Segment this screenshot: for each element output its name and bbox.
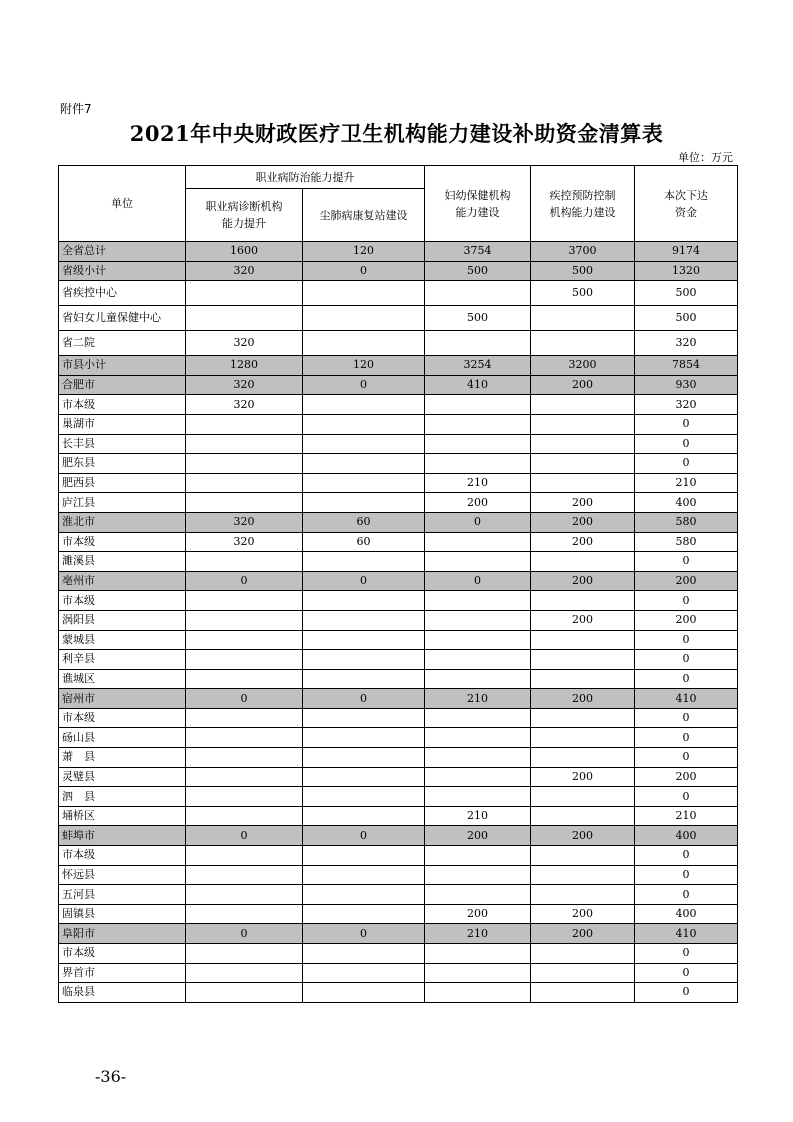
row-value-col5: 0 [635,963,738,983]
table-row [59,395,738,415]
row-value-col3: 200 [425,493,531,513]
row-unit-name: 长丰县 [59,434,186,454]
table-row [59,865,738,885]
row-value-col2 [303,904,425,924]
row-unit-name: 谯城区 [59,669,186,689]
row-value-col1 [186,885,303,905]
row-value-col1 [186,630,303,650]
row-value-col5: 400 [635,826,738,846]
row-value-col2: 0 [303,261,425,281]
row-value-col1: 0 [186,924,303,944]
page-number: -36- [95,1067,127,1086]
header-col5 [635,166,738,242]
row-unit-name: 合肥市 [59,375,186,395]
row-value-col5: 0 [635,630,738,650]
table-row [59,571,738,591]
row-value-col4 [531,944,635,964]
row-value-col4: 200 [531,767,635,787]
row-value-col4: 200 [531,493,635,513]
row-value-col4: 200 [531,375,635,395]
row-value-col4: 200 [531,826,635,846]
row-unit-name: 市县小计 [59,356,186,376]
row-value-col3 [425,787,531,807]
header-unit: 单位 [59,166,186,242]
row-unit-name: 宿州市 [59,689,186,709]
row-unit-name: 省二院 [59,331,186,356]
row-unit-name: 埇桥区 [59,806,186,826]
header-col2-line1: 尘肺病康复站建设 [319,208,408,222]
table-row [59,846,738,866]
row-value-col4 [531,630,635,650]
row-unit-name: 市本级 [59,395,186,415]
row-unit-name: 蚌埠市 [59,826,186,846]
row-value-col3 [425,885,531,905]
row-value-col3 [425,552,531,572]
row-value-col4 [531,591,635,611]
row-value-col4 [531,473,635,493]
row-value-col1 [186,846,303,866]
row-value-col1 [186,944,303,964]
table-row [59,748,738,768]
row-value-col5: 9174 [635,242,738,262]
row-value-col1 [186,306,303,331]
row-value-col2 [303,493,425,513]
row-unit-name: 肥东县 [59,454,186,474]
row-value-col3 [425,846,531,866]
row-value-col3: 210 [425,473,531,493]
row-value-col2 [303,787,425,807]
row-value-col3: 210 [425,689,531,709]
row-value-col1: 0 [186,689,303,709]
row-value-col4 [531,846,635,866]
row-value-col1: 320 [186,375,303,395]
row-value-col2: 60 [303,512,425,532]
row-value-col4: 500 [531,261,635,281]
row-unit-name: 市本级 [59,944,186,964]
row-unit-name: 砀山县 [59,728,186,748]
row-value-col1 [186,904,303,924]
row-value-col5: 0 [635,846,738,866]
row-unit-name: 肥西县 [59,473,186,493]
row-value-col2 [303,963,425,983]
row-unit-name: 淮北市 [59,512,186,532]
table-row [59,454,738,474]
row-unit-name: 怀远县 [59,865,186,885]
table-row [59,242,738,262]
row-value-col1 [186,983,303,1003]
row-unit-name: 巢湖市 [59,414,186,434]
row-unit-name: 涡阳县 [59,610,186,630]
row-value-col4 [531,728,635,748]
header-col4-line1: 疾控预防控制 [549,188,616,202]
row-value-col4 [531,806,635,826]
row-unit-name: 泗 县 [59,787,186,807]
row-value-col5: 210 [635,473,738,493]
row-value-col5: 0 [635,865,738,885]
row-unit-name: 庐江县 [59,493,186,513]
row-value-col3 [425,434,531,454]
table-row [59,708,738,728]
row-value-col5: 0 [635,669,738,689]
row-unit-name: 临泉县 [59,983,186,1003]
row-value-col2 [303,846,425,866]
attachment-label: 附件7 [60,102,92,116]
row-value-col3 [425,414,531,434]
table-row [59,650,738,670]
header-col1-line2: 能力提升 [222,217,266,230]
table-body [59,242,738,1003]
row-value-col1 [186,669,303,689]
row-value-col2: 60 [303,532,425,552]
row-value-col3 [425,454,531,474]
row-value-col4 [531,331,635,356]
row-value-col4 [531,885,635,905]
row-value-col5: 0 [635,748,738,768]
table-row [59,983,738,1003]
row-unit-name: 省疾控中心 [59,281,186,306]
row-value-col5: 580 [635,512,738,532]
row-value-col1 [186,434,303,454]
row-value-col3 [425,630,531,650]
row-value-col2 [303,748,425,768]
row-value-col1 [186,963,303,983]
row-value-col1 [186,552,303,572]
header-col1 [186,189,303,242]
row-unit-name: 灵璧县 [59,767,186,787]
table-row [59,885,738,905]
row-value-col2 [303,630,425,650]
table-row [59,963,738,983]
table-row [59,434,738,454]
row-unit-name: 阜阳市 [59,924,186,944]
row-unit-name: 全省总计 [59,242,186,262]
row-value-col4 [531,454,635,474]
row-value-col4: 200 [531,571,635,591]
row-value-col4 [531,414,635,434]
header-col3 [425,166,531,242]
row-value-col1 [186,473,303,493]
funding-table [58,165,738,1003]
row-value-col3 [425,591,531,611]
row-value-col5: 0 [635,591,738,611]
row-value-col2 [303,473,425,493]
row-unit-name: 市本级 [59,708,186,728]
table-row [59,331,738,356]
row-unit-name: 亳州市 [59,571,186,591]
table-row [59,306,738,331]
row-value-col3 [425,281,531,306]
row-value-col5: 200 [635,767,738,787]
row-value-col1: 320 [186,261,303,281]
row-unit-name: 萧 县 [59,748,186,768]
row-value-col5: 0 [635,708,738,728]
row-value-col1: 1280 [186,356,303,376]
unit-label: 单位：万元 [678,151,733,164]
row-value-col1 [186,865,303,885]
row-unit-name: 界首市 [59,963,186,983]
row-unit-name: 省妇女儿童保健中心 [59,306,186,331]
row-value-col2: 0 [303,689,425,709]
table-row [59,728,738,748]
row-unit-name: 市本级 [59,532,186,552]
row-value-col4: 200 [531,532,635,552]
row-value-col1: 1600 [186,242,303,262]
row-value-col1 [186,708,303,728]
row-value-col1 [186,748,303,768]
row-value-col3 [425,532,531,552]
row-value-col1 [186,610,303,630]
row-value-col2 [303,983,425,1003]
header-col5-line2: 资金 [675,205,697,219]
row-value-col4: 3200 [531,356,635,376]
table-row [59,689,738,709]
table-row [59,806,738,826]
row-value-col2 [303,708,425,728]
table-row [59,552,738,572]
row-unit-name: 蒙城县 [59,630,186,650]
row-value-col5: 0 [635,728,738,748]
table-row [59,261,738,281]
row-value-col1: 320 [186,331,303,356]
row-value-col5: 0 [635,944,738,964]
row-value-col1 [186,728,303,748]
row-value-col3: 200 [425,904,531,924]
row-value-col5: 0 [635,552,738,572]
row-value-col5: 580 [635,532,738,552]
row-value-col1 [186,767,303,787]
table-row [59,356,738,376]
header-col3-line1: 妇幼保健机构 [444,188,511,202]
table-row [59,944,738,964]
row-value-col3: 3254 [425,356,531,376]
header-col3-line2: 能力建设 [455,205,500,219]
row-unit-name: 省级小计 [59,261,186,281]
row-value-col2: 0 [303,375,425,395]
row-value-col4: 500 [531,281,635,306]
row-value-col3: 210 [425,806,531,826]
row-value-col2: 0 [303,826,425,846]
row-value-col5: 210 [635,806,738,826]
row-value-col4 [531,306,635,331]
row-value-col1 [186,281,303,306]
header-col4 [531,166,635,242]
table-row [59,493,738,513]
row-value-col1: 0 [186,571,303,591]
row-value-col3 [425,331,531,356]
row-value-col2 [303,944,425,964]
row-value-col5: 320 [635,395,738,415]
row-value-col3: 0 [425,512,531,532]
header-col1-line1: 职业病诊断机构 [205,200,283,213]
row-value-col2 [303,669,425,689]
header-col2 [303,189,425,242]
row-unit-name: 利辛县 [59,650,186,670]
row-value-col2 [303,331,425,356]
table-row [59,904,738,924]
row-value-col1: 320 [186,395,303,415]
row-value-col5: 0 [635,650,738,670]
row-value-col1 [186,787,303,807]
row-value-col3 [425,944,531,964]
row-unit-name: 五河县 [59,885,186,905]
row-unit-name: 市本级 [59,846,186,866]
row-value-col1: 320 [186,512,303,532]
table-row [59,924,738,944]
row-value-col1 [186,414,303,434]
row-value-col3: 500 [425,261,531,281]
row-value-col4 [531,865,635,885]
row-value-col2 [303,885,425,905]
row-value-col5: 0 [635,454,738,474]
row-value-col2 [303,767,425,787]
row-value-col5: 0 [635,787,738,807]
table-row [59,591,738,611]
row-value-col2: 0 [303,571,425,591]
row-value-col3: 200 [425,826,531,846]
row-value-col3 [425,395,531,415]
row-value-col5: 200 [635,610,738,630]
table-row [59,281,738,306]
row-value-col5: 410 [635,924,738,944]
row-value-col4: 200 [531,610,635,630]
row-value-col3 [425,963,531,983]
row-value-col1 [186,591,303,611]
row-value-col3 [425,865,531,885]
row-value-col3 [425,728,531,748]
header-col4-line2: 机构能力建设 [549,205,616,219]
row-value-col1 [186,650,303,670]
row-unit-name: 濉溪县 [59,552,186,572]
table-row [59,610,738,630]
row-value-col4: 200 [531,689,635,709]
row-value-col4 [531,963,635,983]
row-value-col1 [186,806,303,826]
row-value-col2 [303,281,425,306]
row-unit-name: 固镇县 [59,904,186,924]
row-value-col2 [303,306,425,331]
row-value-col5: 0 [635,885,738,905]
row-value-col4 [531,650,635,670]
row-value-col2: 120 [303,242,425,262]
row-value-col2 [303,806,425,826]
row-value-col3: 0 [425,571,531,591]
table-row [59,767,738,787]
row-value-col4 [531,787,635,807]
row-value-col5: 930 [635,375,738,395]
table-row [59,375,738,395]
row-value-col2 [303,728,425,748]
row-value-col4 [531,748,635,768]
row-value-col3 [425,708,531,728]
row-value-col3 [425,650,531,670]
row-value-col4 [531,434,635,454]
table-row [59,630,738,650]
page-title: 2021年中央财政医疗卫生机构能力建设补助资金清算表 [129,121,664,146]
row-value-col2 [303,434,425,454]
row-value-col3: 410 [425,375,531,395]
row-value-col3 [425,669,531,689]
row-unit-name: 市本级 [59,591,186,611]
row-value-col2 [303,395,425,415]
row-value-col2 [303,591,425,611]
row-value-col3 [425,748,531,768]
row-value-col5: 320 [635,331,738,356]
row-value-col2 [303,454,425,474]
table-row [59,473,738,493]
row-value-col4 [531,983,635,1003]
row-value-col2 [303,414,425,434]
row-value-col5: 1320 [635,261,738,281]
row-value-col3 [425,610,531,630]
table-row [59,787,738,807]
row-value-col5: 0 [635,414,738,434]
table-row [59,669,738,689]
row-value-col3: 210 [425,924,531,944]
table-row [59,414,738,434]
row-value-col4: 200 [531,924,635,944]
row-value-col5: 200 [635,571,738,591]
row-value-col3: 3754 [425,242,531,262]
row-value-col4: 3700 [531,242,635,262]
row-value-col2 [303,865,425,885]
row-value-col4 [531,708,635,728]
table-row [59,512,738,532]
row-value-col1 [186,454,303,474]
row-value-col5: 500 [635,281,738,306]
row-value-col5: 400 [635,904,738,924]
header-row-top [59,166,738,189]
row-value-col3: 500 [425,306,531,331]
table-row [59,532,738,552]
table-row [59,826,738,846]
row-value-col2 [303,552,425,572]
row-value-col2: 120 [303,356,425,376]
row-value-col4 [531,669,635,689]
row-value-col1: 320 [186,532,303,552]
row-value-col4 [531,395,635,415]
row-value-col5: 400 [635,493,738,513]
header-col5-line1: 本次下达 [664,188,708,202]
row-value-col4: 200 [531,512,635,532]
row-value-col5: 410 [635,689,738,709]
row-value-col2 [303,650,425,670]
row-value-col3 [425,767,531,787]
row-value-col5: 0 [635,434,738,454]
row-value-col1: 0 [186,826,303,846]
row-value-col5: 0 [635,983,738,1003]
row-value-col2: 0 [303,924,425,944]
row-value-col4 [531,552,635,572]
row-value-col1 [186,493,303,513]
row-value-col2 [303,610,425,630]
header-group-occupational: 职业病防治能力提升 [186,166,425,189]
row-value-col5: 7854 [635,356,738,376]
row-value-col4: 200 [531,904,635,924]
row-value-col5: 500 [635,306,738,331]
row-value-col3 [425,983,531,1003]
